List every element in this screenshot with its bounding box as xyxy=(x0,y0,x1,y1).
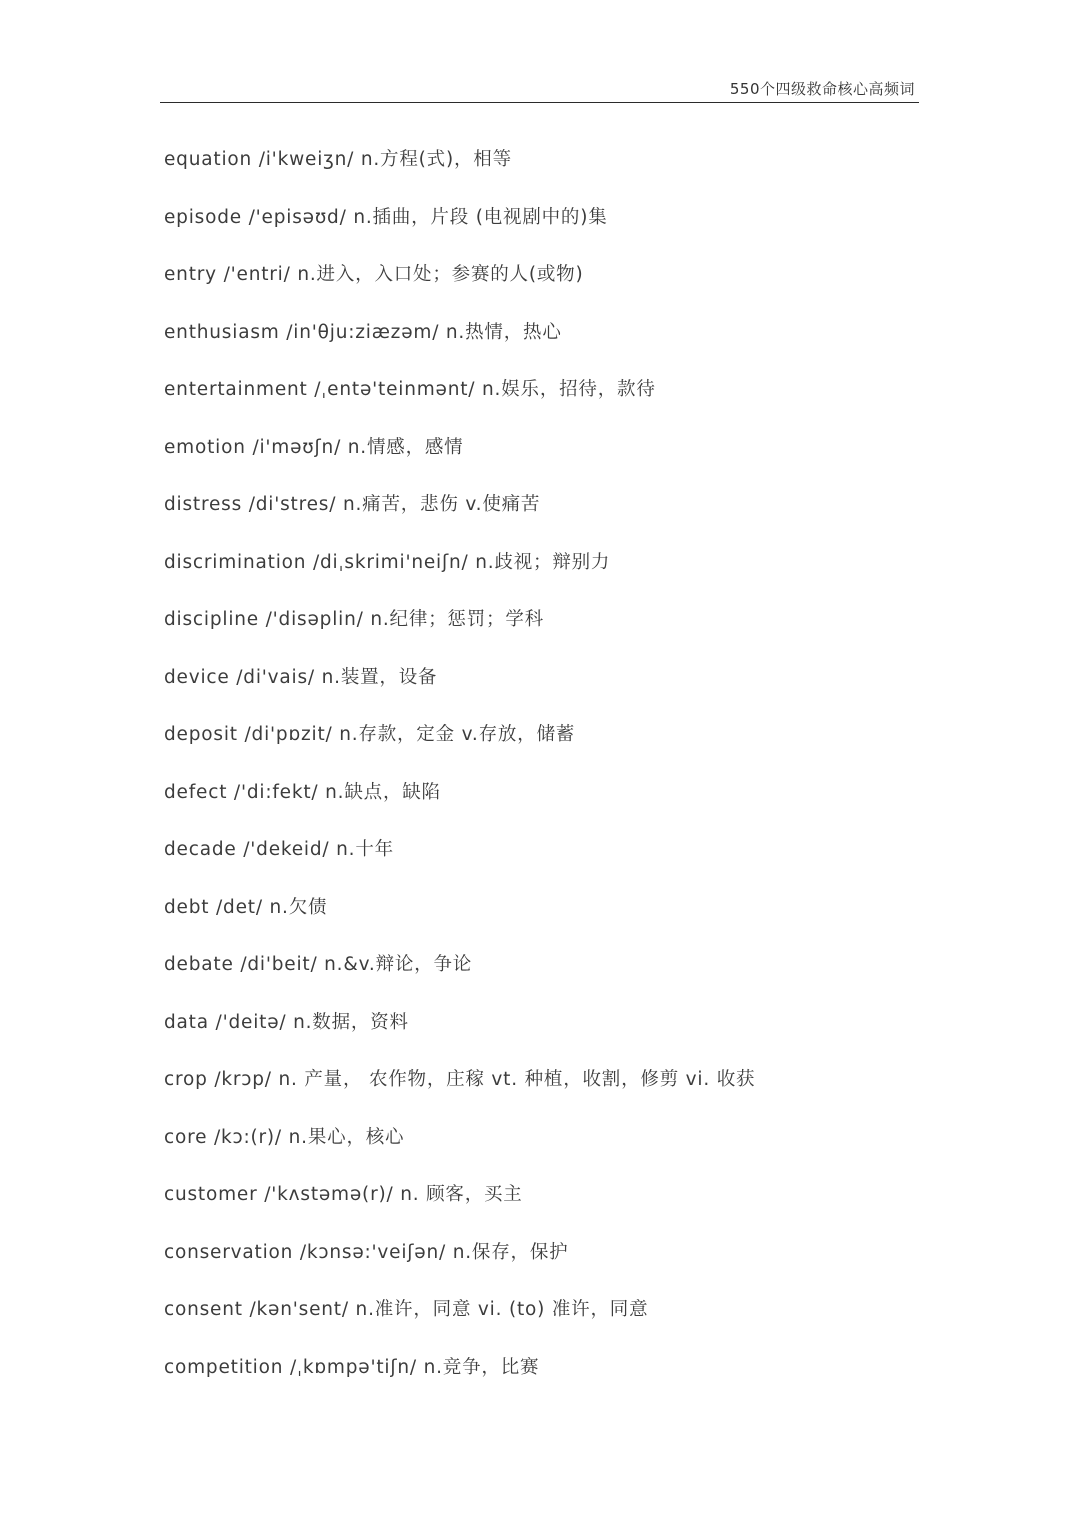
word-entry-competition: competition /ˌkɒmpə'tiʃn/ n.竞争，比赛 xyxy=(164,1356,540,1378)
word-entry-emotion: emotion /i'məʊʃn/ n.情感，感情 xyxy=(164,436,464,458)
word-entry-enthusiasm: enthusiasm /in'θju:ziæzəm/ n.热情，热心 xyxy=(164,321,562,343)
word-entry-crop: crop /krɔp/ n. 产量， 农作物，庄稼 vt. 种植，收割，修剪 vi. 收获 xyxy=(164,1069,756,1090)
word-entry-equation: equation /i'kweiʒn/ n.方程(式)，相等 xyxy=(164,149,512,170)
word-entry-entertainment: entertainment /ˌentə'teinmənt/ n.娱乐，招待，款待 xyxy=(164,379,656,400)
word-list xyxy=(164,146,755,1411)
word-entry-core: core /kɔ:(r)/ n.果心，核心 xyxy=(164,1126,405,1148)
word-entry-device: device /di'vais/ n.装置，设备 xyxy=(164,666,438,688)
word-entry-discrimination: discrimination /diˌskrimi'neiʃn/ n.歧视；辩别力 xyxy=(164,551,611,573)
word-entry-decade: decade /'dekeid/ n.十年 xyxy=(164,839,394,860)
word-entry-debate: debate /di'beit/ n.&v.辩论，争论 xyxy=(164,954,473,975)
word-entry-data: data /'deitə/ n.数据，资料 xyxy=(164,1011,409,1033)
word-entry-debt: debt /det/ n.欠债 xyxy=(164,896,328,918)
word-entry-deposit: deposit /di'pɒzit/ n.存款，定金 v.存放，储蓄 xyxy=(164,724,576,745)
header-title: 550个四级救命核心高频词 xyxy=(729,80,915,98)
word-entry-episode: episode /'episəʊd/ n.插曲，片段 (电视剧中的)集 xyxy=(164,206,608,228)
word-entry-distress: distress /di'stres/ n.痛苦，悲伤 v.使痛苦 xyxy=(164,494,541,515)
word-entry-discipline: discipline /'disəplin/ n.纪律；惩罚；学科 xyxy=(164,609,544,630)
word-entry-defect: defect /'di:fekt/ n.缺点，缺陷 xyxy=(164,781,441,803)
page-header xyxy=(160,70,919,103)
word-entry-customer: customer /'kʌstəmə(r)/ n. 顾客，买主 xyxy=(164,1184,523,1205)
word-entry-consent: consent /kən'sent/ n.准许，同意 vi. (to) 准许，同意 xyxy=(164,1299,649,1320)
word-entry-entry: entry /'entri/ n.进入，入口处；参赛的人(或物) xyxy=(164,264,584,285)
word-entry-conservation: conservation /kɔnsə:'veiʃən/ n.保存，保护 xyxy=(164,1241,569,1263)
